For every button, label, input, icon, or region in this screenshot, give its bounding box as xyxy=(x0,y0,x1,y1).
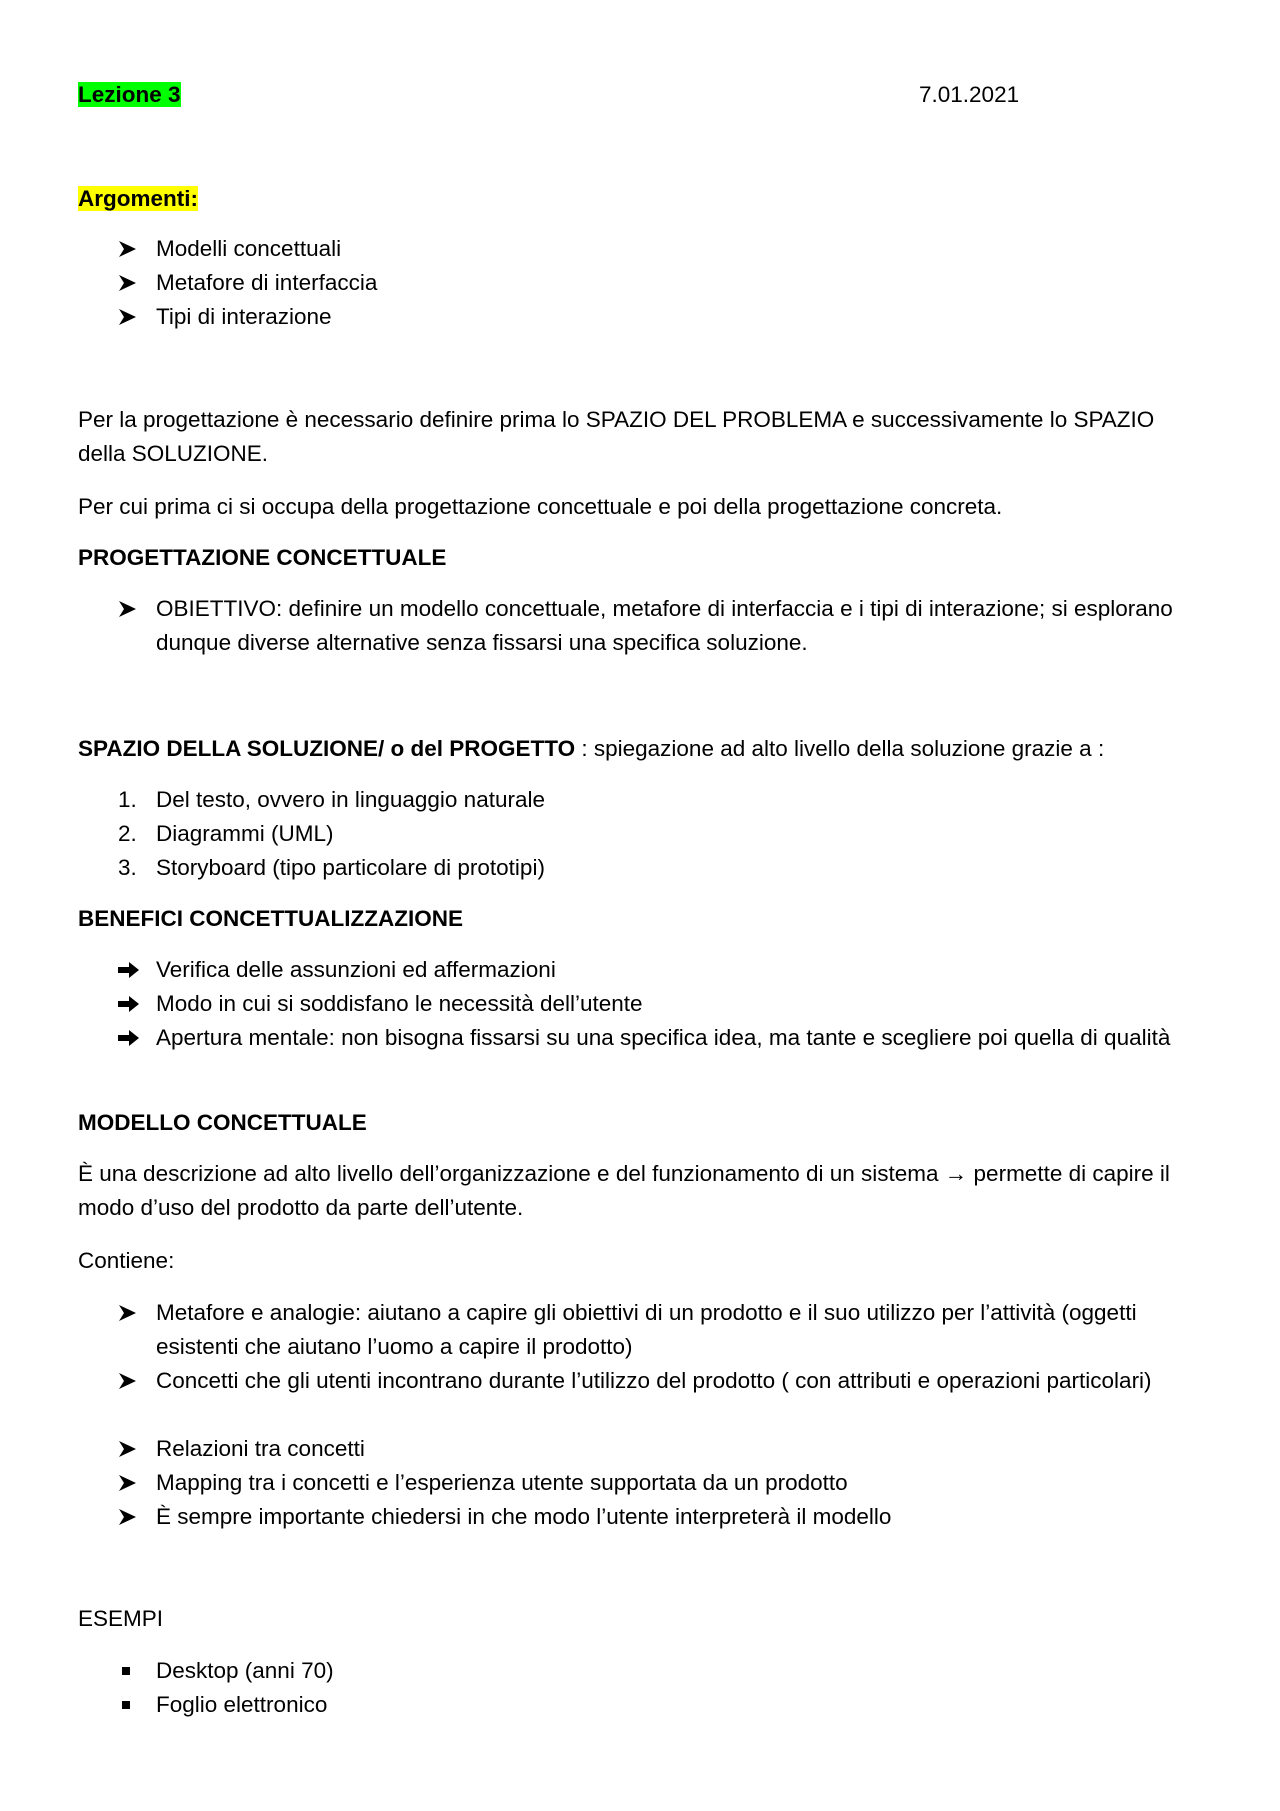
chevron-bullet-icon xyxy=(118,1466,148,1502)
section-heading: ESEMPI xyxy=(78,1606,164,1631)
chevron-bullet-icon xyxy=(118,592,148,628)
list-item: Mapping tra i concetti e l’esperienza utente supportata da un prodotto xyxy=(78,1466,1208,1500)
arrow-right-icon: → xyxy=(944,1161,968,1186)
model-description: È una descrizione ad alto livello dell’organizzazione e del funzionamento di un sistema → permette di capire il modo d’uso del prodotto da parte dell’utente. xyxy=(78,1161,1170,1220)
square-bullet-icon xyxy=(118,1654,148,1688)
list-item: Concetti che gli utenti incontrano durante l’utilizzo del prodotto ( con attributi e operazioni particolari) xyxy=(78,1364,1208,1398)
chevron-bullet-icon xyxy=(118,1500,148,1536)
list-item: Foglio elettronico xyxy=(78,1688,1208,1722)
list-item: Apertura mentale: non bisogna fissarsi su una specifica idea, ma tante e scegliere poi quella di qualità xyxy=(78,1021,1208,1055)
lesson-title: Lezione 3 xyxy=(78,82,181,107)
chevron-bullet-icon xyxy=(118,232,148,268)
arrow-bullet-icon xyxy=(118,987,148,1023)
topics-heading: Argomenti: xyxy=(78,186,198,211)
section-heading: MODELLO CONCETTUALE xyxy=(78,1110,367,1135)
list-item: È sempre importante chiedersi in che modo l’utente interpreterà il modello xyxy=(78,1500,1208,1534)
list-item: Modelli concettuali xyxy=(78,232,1208,266)
list-item: 1. Del testo, ovvero in linguaggio naturale xyxy=(118,787,545,812)
section-heading: SPAZIO DELLA SOLUZIONE/ o del PROGETTO : spiegazione ad alto livello della soluzione grazie a : xyxy=(78,736,1105,761)
list-item: 3. Storyboard (tipo particolare di prototipi) xyxy=(118,855,545,880)
list-item: Desktop (anni 70) xyxy=(78,1654,1208,1688)
arrow-bullet-icon xyxy=(118,1021,148,1057)
chevron-bullet-icon xyxy=(118,1432,148,1468)
lesson-date: 7.01.2021 xyxy=(919,82,1020,107)
list-item: Relazioni tra concetti xyxy=(78,1432,1208,1466)
list-item: Modo in cui si soddisfano le necessità dell’utente xyxy=(78,987,1208,1021)
list-item: Metafore di interfaccia xyxy=(78,266,1208,300)
section-heading: PROGETTAZIONE CONCETTUALE xyxy=(78,545,447,570)
list-item: 2. Diagrammi (UML) xyxy=(118,821,334,846)
chevron-bullet-icon xyxy=(118,1296,148,1332)
contains-label: Contiene: xyxy=(78,1248,175,1273)
arrow-bullet-icon xyxy=(118,953,148,989)
chevron-bullet-icon xyxy=(118,300,148,336)
list-item: Metafore e analogie: aiutano a capire gli obiettivi di un prodotto e il suo utilizzo per l’attività (oggetti esistenti che aiutano l’uomo a capire il prodotto) xyxy=(78,1296,1208,1364)
chevron-bullet-icon xyxy=(118,266,148,302)
square-bullet-icon xyxy=(118,1688,148,1722)
intro-paragraph: Per la progettazione è necessario definire prima lo SPAZIO DEL PROBLEMA e successivamente lo SPAZIO della SOLUZIONE. xyxy=(78,407,1155,466)
list-item: OBIETTIVO: definire un modello concettuale, metafore di interfaccia e i tipi di interazione; si esplorano dunque diverse alternative senza fissarsi una specifica soluzione. xyxy=(78,592,1208,660)
intro-paragraph: Per cui prima ci si occupa della progettazione concettuale e poi della progettazione concreta. xyxy=(78,494,1003,519)
list-item: Verifica delle assunzioni ed affermazioni xyxy=(78,953,1208,987)
list-item: Tipi di interazione xyxy=(78,300,1208,334)
chevron-bullet-icon xyxy=(118,1364,148,1400)
section-heading: BENEFICI CONCETTUALIZZAZIONE xyxy=(78,906,463,931)
